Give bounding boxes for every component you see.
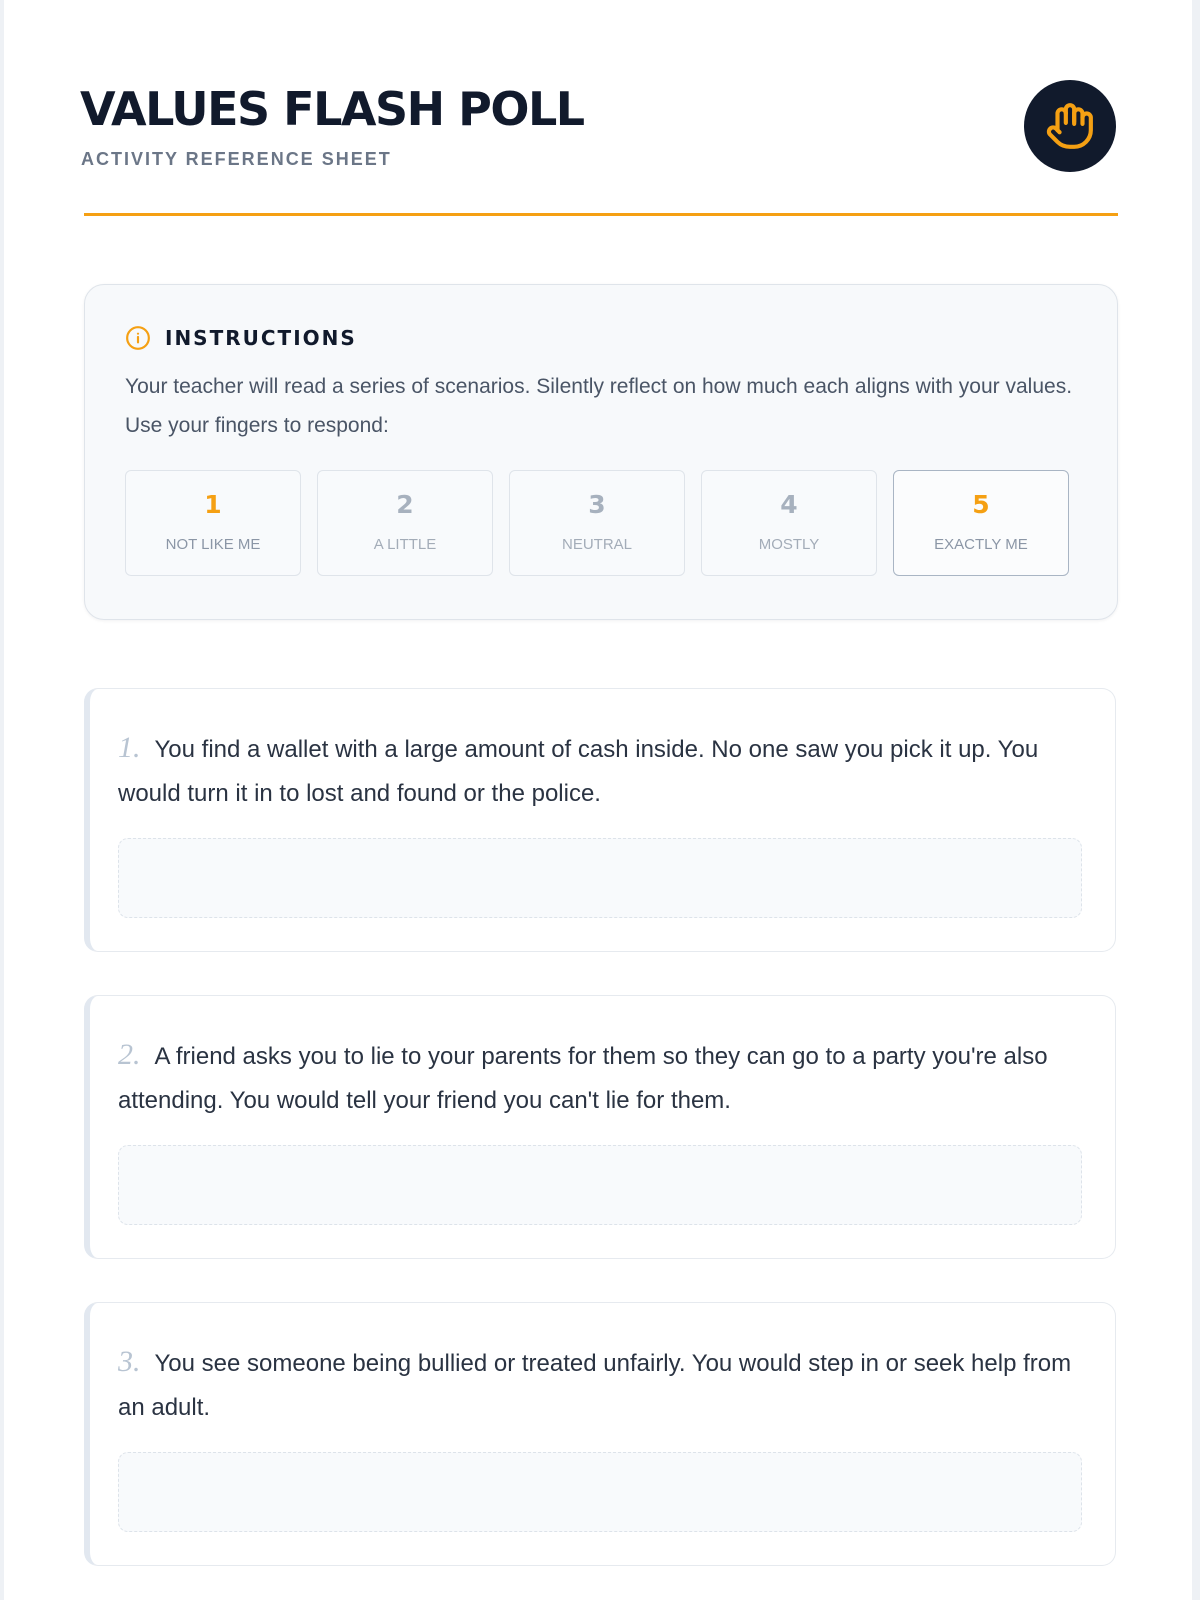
question-card-2 <box>84 995 1116 1259</box>
scale-label: MOSTLY <box>758 536 820 553</box>
scale-number: 2 <box>396 490 414 519</box>
instructions-header <box>125 325 357 351</box>
scale-number: 4 <box>780 490 798 519</box>
info-icon <box>125 325 151 351</box>
scale-label: A LITTLE <box>373 536 437 553</box>
scale-option-3 <box>509 470 685 576</box>
header-divider <box>84 213 1118 216</box>
scale-option-5 <box>893 470 1069 576</box>
page-header <box>80 78 1114 218</box>
question-number: 1. <box>118 731 141 764</box>
scale-number: 3 <box>588 490 606 519</box>
instructions-panel <box>84 284 1118 620</box>
raised-hand-icon <box>1045 101 1095 151</box>
response-scale <box>125 470 1069 576</box>
question-number: 2. <box>118 1038 141 1071</box>
question-number: 3. <box>118 1345 141 1378</box>
question-statement: A friend asks you to lie to your parents for them so they can go to a party you're also attending. You would tell your friend you can't lie for them. <box>118 1043 1048 1114</box>
scale-option-2 <box>317 470 493 576</box>
scale-number: 5 <box>972 490 990 519</box>
question-statement: You see someone being bullied or treated unfairly. You would step in or seek help from an adult. <box>118 1350 1072 1421</box>
question-text <box>118 726 1078 816</box>
question-statement: You find a wallet with a large amount of cash inside. No one saw you pick it up. You would turn it in to lost and found or the police. <box>118 736 1039 807</box>
question-card-3 <box>84 1302 1116 1566</box>
answer-box[interactable] <box>118 1452 1082 1532</box>
question-card-1 <box>84 688 1116 952</box>
question-text <box>118 1033 1078 1123</box>
scale-label: EXACTLY ME <box>934 536 1028 553</box>
scale-number: 1 <box>204 490 222 519</box>
scale-option-1 <box>125 470 301 576</box>
scale-option-4 <box>701 470 877 576</box>
hand-badge <box>1024 80 1116 172</box>
instructions-heading: INSTRUCTIONS <box>165 326 357 350</box>
answer-box[interactable] <box>118 1145 1082 1225</box>
scale-label: NOT LIKE ME <box>165 536 261 553</box>
answer-box[interactable] <box>118 838 1082 918</box>
scale-label: NEUTRAL <box>561 536 632 553</box>
page-subtitle: ACTIVITY REFERENCE SHEET <box>81 149 392 169</box>
instructions-text: Your teacher will read a series of scenarios. Silently reflect on how much each aligns with your values. Use your fingers to respond: <box>125 375 1073 437</box>
page-title: VALUES FLASH POLL <box>80 82 584 136</box>
question-text <box>118 1340 1078 1430</box>
